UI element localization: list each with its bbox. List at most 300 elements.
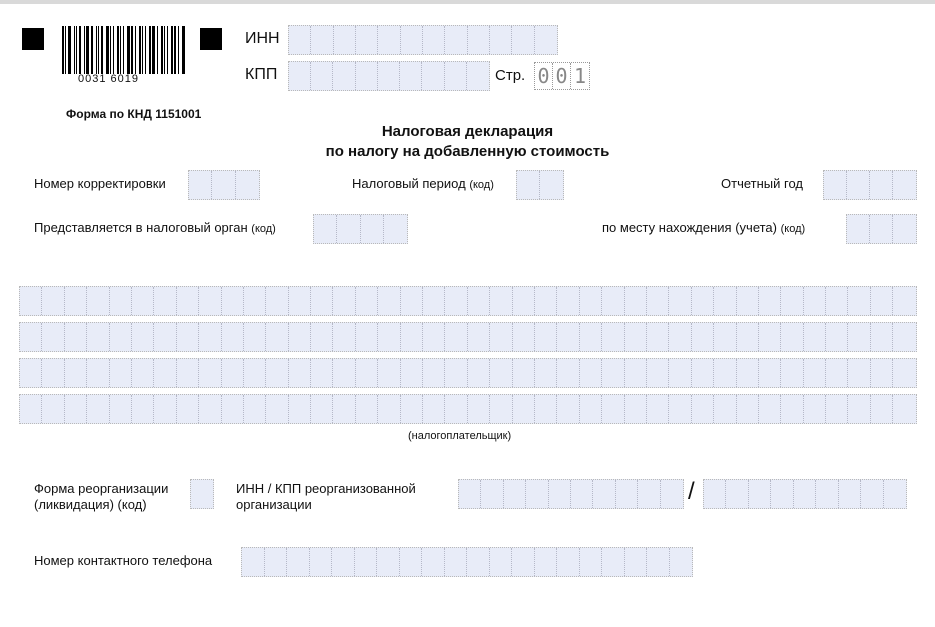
input-cell[interactable] (602, 359, 624, 387)
input-cell[interactable] (65, 323, 87, 351)
input-cell[interactable] (714, 395, 736, 423)
input-cell[interactable] (638, 480, 660, 508)
location-code-note: (код) (780, 223, 806, 235)
input-cell[interactable] (332, 548, 355, 576)
input-cell[interactable] (400, 62, 422, 90)
taxpayer-name-row-1[interactable] (19, 286, 917, 316)
input-cell[interactable] (177, 395, 199, 423)
input-cell[interactable] (871, 323, 893, 351)
input-cell[interactable] (625, 548, 648, 576)
input-cell[interactable] (468, 287, 490, 315)
inn-label: ИНН (245, 30, 280, 47)
phone-label: Номер контактного телефона (34, 553, 213, 568)
input-cell[interactable] (826, 395, 848, 423)
input-cell[interactable] (236, 171, 259, 199)
barcode-bar (174, 26, 176, 74)
input-cell[interactable] (378, 26, 400, 54)
input-cell[interactable] (355, 548, 378, 576)
input-cell[interactable] (289, 395, 311, 423)
input-cell[interactable] (401, 359, 423, 387)
input-cell[interactable] (771, 480, 793, 508)
form-code: Форма по КНД 1151001 (66, 107, 202, 121)
input-cell[interactable] (212, 171, 235, 199)
tax-authority-label (34, 220, 276, 235)
input-cell[interactable] (468, 395, 490, 423)
input-cell[interactable] (337, 215, 360, 243)
barcode-bar (164, 26, 165, 74)
input-cell[interactable] (356, 287, 378, 315)
input-cell[interactable] (377, 548, 400, 576)
input-cell[interactable] (602, 323, 624, 351)
input-cell[interactable] (893, 215, 916, 243)
input-cell[interactable] (445, 323, 467, 351)
input-cell[interactable] (87, 395, 109, 423)
input-cell[interactable] (602, 287, 624, 315)
input-cell[interactable] (311, 395, 333, 423)
barcode-bar (157, 26, 158, 74)
input-cell[interactable] (871, 287, 893, 315)
input-cell[interactable] (467, 548, 490, 576)
title-line-2: по налогу на добавленную стоимость (325, 143, 610, 160)
input-cell[interactable] (445, 359, 467, 387)
input-cell[interactable] (132, 359, 154, 387)
reporting-year-label: Отчетный год (721, 176, 803, 191)
input-cell[interactable] (42, 395, 64, 423)
input-cell[interactable] (400, 548, 423, 576)
input-cell[interactable] (356, 26, 378, 54)
input-cell[interactable] (356, 323, 378, 351)
input-cell[interactable] (401, 287, 423, 315)
input-cell[interactable] (154, 359, 176, 387)
input-cell[interactable] (557, 287, 579, 315)
top-border (0, 0, 935, 4)
page-number-field[interactable] (534, 62, 590, 90)
input-cell[interactable] (311, 62, 333, 90)
input-cell[interactable] (423, 395, 445, 423)
input-cell[interactable] (535, 287, 557, 315)
input-cell[interactable] (65, 287, 87, 315)
input-cell[interactable] (378, 323, 400, 351)
input-cell[interactable] (132, 323, 154, 351)
input-cell[interactable] (625, 395, 647, 423)
input-cell[interactable] (65, 395, 87, 423)
input-cell[interactable] (423, 287, 445, 315)
input-cell[interactable] (692, 287, 714, 315)
input-cell[interactable] (826, 287, 848, 315)
input-cell[interactable] (310, 548, 333, 576)
input-cell[interactable] (490, 287, 512, 315)
input-cell[interactable] (669, 359, 691, 387)
input-cell[interactable] (737, 323, 759, 351)
input-cell[interactable] (311, 323, 333, 351)
input-cell[interactable] (580, 287, 602, 315)
input-cell[interactable] (311, 287, 333, 315)
barcode-bar (139, 26, 141, 74)
input-cell[interactable] (20, 359, 42, 387)
input-cell[interactable] (580, 359, 602, 387)
input-cell[interactable] (692, 323, 714, 351)
taxpayer-name-row-3[interactable] (19, 358, 917, 388)
input-cell[interactable] (870, 215, 893, 243)
barcode-bar (142, 26, 143, 74)
input-cell[interactable] (893, 395, 915, 423)
input-cell[interactable] (781, 395, 803, 423)
input-cell[interactable] (378, 62, 400, 90)
input-cell[interactable] (401, 395, 423, 423)
input-cell[interactable] (513, 395, 535, 423)
input-cell[interactable] (20, 395, 42, 423)
input-cell[interactable] (87, 287, 109, 315)
input-cell[interactable] (512, 26, 534, 54)
barcode-bar (101, 26, 103, 74)
input-cell[interactable] (378, 359, 400, 387)
input-cell[interactable] (781, 359, 803, 387)
barcode-bar (84, 26, 85, 74)
taxpayer-name-row-4[interactable] (19, 394, 917, 424)
input-cell[interactable] (737, 359, 759, 387)
input-cell[interactable] (42, 323, 64, 351)
input-cell[interactable] (557, 395, 579, 423)
input-cell[interactable] (580, 548, 603, 576)
input-cell[interactable] (110, 323, 132, 351)
input-cell[interactable] (714, 323, 736, 351)
barcode-bar (110, 26, 111, 74)
reorg-inn-field[interactable] (458, 479, 684, 509)
input-cell[interactable] (549, 480, 571, 508)
input-cell[interactable] (861, 480, 883, 508)
location-text: по месту нахождения (учета) (602, 220, 777, 235)
input-cell[interactable] (468, 323, 490, 351)
input-cell[interactable] (423, 26, 445, 54)
input-cell[interactable] (222, 287, 244, 315)
input-cell[interactable] (670, 548, 693, 576)
inn-field[interactable] (288, 25, 558, 55)
location-field[interactable] (846, 214, 917, 244)
input-cell[interactable] (65, 359, 87, 387)
input-cell[interactable] (737, 287, 759, 315)
marker-right (200, 28, 222, 50)
input-cell[interactable] (847, 215, 870, 243)
barcode-bar (131, 26, 133, 74)
input-cell[interactable] (289, 62, 311, 90)
input-cell[interactable] (333, 359, 355, 387)
phone-field[interactable] (241, 547, 693, 577)
input-cell[interactable] (647, 287, 669, 315)
input-cell[interactable] (311, 26, 333, 54)
input-cell[interactable] (490, 359, 512, 387)
input-cell[interactable] (289, 323, 311, 351)
input-cell[interactable] (311, 359, 333, 387)
input-cell[interactable] (490, 323, 512, 351)
input-cell[interactable] (848, 323, 870, 351)
input-cell[interactable] (445, 395, 467, 423)
input-cell[interactable] (378, 395, 400, 423)
input-cell[interactable] (242, 548, 265, 576)
input-cell[interactable] (669, 287, 691, 315)
input-cell[interactable] (759, 287, 781, 315)
input-cell[interactable] (287, 548, 310, 576)
input-cell[interactable] (132, 395, 154, 423)
input-cell[interactable] (459, 480, 481, 508)
input-cell[interactable] (333, 395, 355, 423)
input-cell[interactable] (513, 359, 535, 387)
input-cell[interactable] (824, 171, 847, 199)
input-cell[interactable] (110, 287, 132, 315)
input-cell[interactable] (647, 323, 669, 351)
marker-left (22, 28, 44, 50)
barcode-bar (149, 26, 151, 74)
tax-period-label (352, 176, 494, 191)
input-cell[interactable] (445, 62, 467, 90)
input-cell[interactable] (244, 287, 266, 315)
input-cell[interactable] (490, 26, 512, 54)
input-cell[interactable] (580, 395, 602, 423)
input-cell[interactable] (356, 359, 378, 387)
input-cell[interactable] (580, 323, 602, 351)
input-cell[interactable] (893, 171, 916, 199)
barcode-bar (127, 26, 130, 74)
input-cell[interactable] (266, 359, 288, 387)
input-cell[interactable] (20, 323, 42, 351)
input-cell[interactable] (199, 323, 221, 351)
input-cell[interactable] (42, 287, 64, 315)
input-cell[interactable] (154, 323, 176, 351)
input-cell[interactable] (669, 395, 691, 423)
input-cell[interactable] (804, 323, 826, 351)
input-cell[interactable] (884, 480, 906, 508)
input-cell[interactable] (110, 359, 132, 387)
input-cell[interactable] (871, 359, 893, 387)
input-cell[interactable] (423, 359, 445, 387)
input-cell[interactable] (737, 395, 759, 423)
input-cell[interactable] (199, 287, 221, 315)
input-cell[interactable] (826, 323, 848, 351)
input-cell[interactable] (333, 323, 355, 351)
input-cell[interactable] (110, 395, 132, 423)
input-cell[interactable] (759, 323, 781, 351)
input-cell[interactable] (177, 359, 199, 387)
input-cell[interactable] (571, 480, 593, 508)
input-cell[interactable] (422, 62, 444, 90)
input-cell[interactable] (726, 480, 748, 508)
input-cell[interactable] (893, 287, 915, 315)
barcode-bar (145, 26, 146, 74)
input-cell[interactable] (625, 323, 647, 351)
input-cell[interactable] (244, 395, 266, 423)
input-cell[interactable] (714, 359, 736, 387)
input-cell[interactable] (177, 287, 199, 315)
input-cell[interactable] (616, 480, 638, 508)
input-cell[interactable] (177, 323, 199, 351)
barcode-bar (98, 26, 99, 74)
input-cell[interactable] (794, 480, 816, 508)
input-cell[interactable] (535, 395, 557, 423)
input-cell[interactable] (244, 359, 266, 387)
input-cell[interactable] (333, 287, 355, 315)
input-cell[interactable] (513, 287, 535, 315)
input-cell[interactable] (893, 359, 915, 387)
input-cell[interactable] (535, 323, 557, 351)
input-cell[interactable] (423, 323, 445, 351)
barcode-bar (91, 26, 93, 74)
input-cell[interactable] (222, 395, 244, 423)
input-cell[interactable] (467, 62, 489, 90)
input-cell[interactable] (759, 395, 781, 423)
input-cell[interactable] (481, 480, 503, 508)
input-cell[interactable] (401, 323, 423, 351)
input-cell[interactable] (356, 395, 378, 423)
input-cell[interactable] (540, 171, 563, 199)
input-cell[interactable] (132, 287, 154, 315)
input-cell[interactable] (557, 323, 579, 351)
input-cell[interactable] (517, 171, 540, 199)
input-cell[interactable] (87, 359, 109, 387)
input-cell[interactable] (356, 62, 378, 90)
input-cell[interactable] (378, 287, 400, 315)
input-cell[interactable] (512, 548, 535, 576)
kpp-field[interactable] (288, 61, 490, 91)
input-cell[interactable] (445, 287, 467, 315)
taxpayer-caption: (налогоплательщик) (408, 430, 512, 442)
input-cell[interactable] (191, 480, 213, 508)
input-cell[interactable] (692, 359, 714, 387)
input-cell[interactable] (42, 359, 64, 387)
input-cell[interactable] (781, 323, 803, 351)
input-cell[interactable] (870, 171, 893, 199)
input-cell[interactable] (647, 395, 669, 423)
taxpayer-name-row-2[interactable] (19, 322, 917, 352)
input-cell[interactable] (804, 359, 826, 387)
input-cell[interactable] (602, 395, 624, 423)
input-cell[interactable] (602, 548, 625, 576)
input-cell[interactable] (289, 287, 311, 315)
input-cell[interactable] (816, 480, 838, 508)
input-cell[interactable] (848, 359, 870, 387)
input-cell[interactable] (647, 548, 670, 576)
input-cell[interactable] (535, 26, 557, 54)
input-cell[interactable] (661, 480, 683, 508)
input-cell[interactable] (669, 323, 691, 351)
input-cell[interactable] (535, 359, 557, 387)
correction-number-field[interactable] (188, 170, 260, 200)
input-cell[interactable] (490, 395, 512, 423)
correction-number-label: Номер корректировки (34, 176, 166, 191)
barcode-bar (79, 26, 81, 74)
barcode-bar (182, 26, 185, 74)
barcode-bar (117, 26, 119, 74)
input-cell[interactable] (222, 359, 244, 387)
tax-period-text: Налоговый период (352, 176, 466, 191)
input-cell[interactable] (87, 323, 109, 351)
input-cell[interactable] (759, 359, 781, 387)
barcode-bar (113, 26, 114, 74)
tax-period-code-note: (код) (469, 179, 494, 191)
barcode-bar (161, 26, 163, 74)
input-cell[interactable] (289, 26, 311, 54)
input-cell[interactable] (445, 26, 467, 54)
page-digit: 0 (553, 63, 571, 89)
input-cell[interactable] (526, 480, 548, 508)
input-cell[interactable] (422, 548, 445, 576)
input-cell[interactable] (714, 287, 736, 315)
input-cell[interactable] (154, 395, 176, 423)
barcode-bar (65, 26, 66, 74)
input-cell[interactable] (384, 215, 407, 243)
barcode-bar (152, 26, 155, 74)
input-cell[interactable] (244, 323, 266, 351)
input-cell[interactable] (839, 480, 861, 508)
input-cell[interactable] (847, 171, 870, 199)
input-cell[interactable] (647, 359, 669, 387)
input-cell[interactable] (468, 26, 490, 54)
input-cell[interactable] (468, 359, 490, 387)
input-cell[interactable] (804, 287, 826, 315)
input-cell[interactable] (189, 171, 212, 199)
input-cell[interactable] (557, 548, 580, 576)
input-cell[interactable] (266, 323, 288, 351)
tax-authority-field[interactable] (313, 214, 408, 244)
input-cell[interactable] (781, 287, 803, 315)
barcode-bar (171, 26, 173, 74)
reorg-form-field[interactable] (190, 479, 214, 509)
input-cell[interactable] (826, 359, 848, 387)
input-cell[interactable] (154, 287, 176, 315)
input-cell[interactable] (20, 287, 42, 315)
input-cell[interactable] (513, 323, 535, 351)
input-cell[interactable] (333, 62, 355, 90)
input-cell[interactable] (289, 359, 311, 387)
input-cell[interactable] (199, 395, 221, 423)
input-cell[interactable] (266, 287, 288, 315)
input-cell[interactable] (625, 359, 647, 387)
input-cell[interactable] (535, 548, 558, 576)
input-cell[interactable] (704, 480, 726, 508)
input-cell[interactable] (314, 215, 337, 243)
input-cell[interactable] (593, 480, 615, 508)
input-cell[interactable] (692, 395, 714, 423)
input-cell[interactable] (871, 395, 893, 423)
reorg-inn-kpp-label-1: ИНН / КПП реорганизованной (236, 481, 416, 496)
input-cell[interactable] (401, 26, 423, 54)
tax-period-field[interactable] (516, 170, 564, 200)
barcode-bar (123, 26, 124, 74)
input-cell[interactable] (222, 323, 244, 351)
input-cell[interactable] (265, 548, 288, 576)
barcode-bar (96, 26, 97, 74)
input-cell[interactable] (334, 26, 356, 54)
input-cell[interactable] (445, 548, 468, 576)
input-cell[interactable] (266, 395, 288, 423)
input-cell[interactable] (625, 287, 647, 315)
input-cell[interactable] (893, 323, 915, 351)
barcode-bar (120, 26, 121, 74)
barcode-bar (135, 26, 136, 74)
input-cell[interactable] (848, 395, 870, 423)
input-cell[interactable] (361, 215, 384, 243)
reorg-kpp-field[interactable] (703, 479, 907, 509)
input-cell[interactable] (848, 287, 870, 315)
input-cell[interactable] (557, 359, 579, 387)
page-label: Стр. (495, 67, 526, 84)
input-cell[interactable] (749, 480, 771, 508)
input-cell[interactable] (490, 548, 513, 576)
input-cell[interactable] (504, 480, 526, 508)
page-digit: 0 (535, 63, 553, 89)
input-cell[interactable] (804, 395, 826, 423)
input-cell[interactable] (199, 359, 221, 387)
reporting-year-field[interactable] (823, 170, 917, 200)
title-line-1: Налоговая декларация (381, 123, 554, 140)
